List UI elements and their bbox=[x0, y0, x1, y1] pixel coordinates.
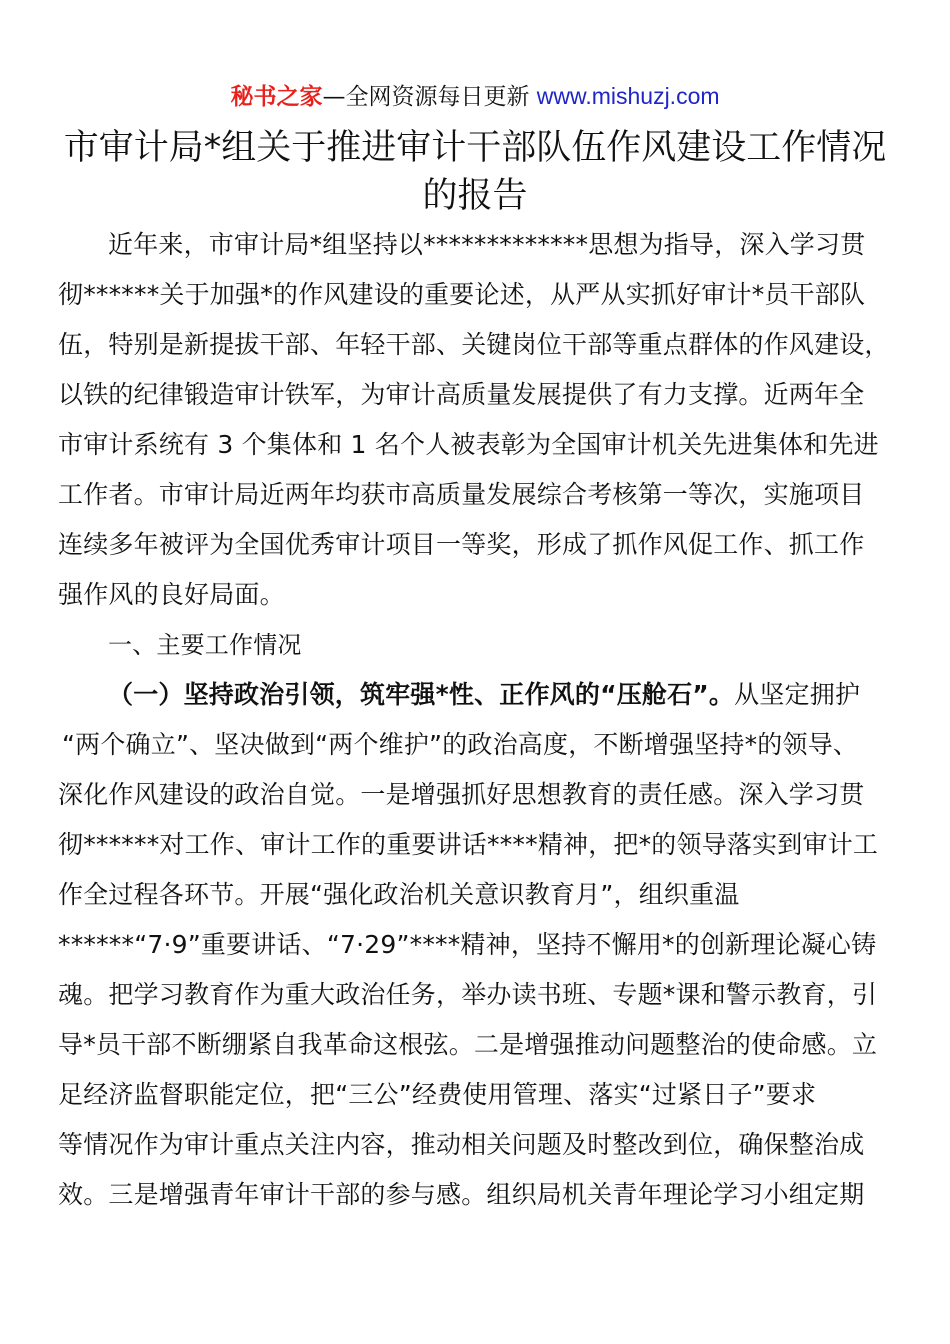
subsection-lead: 从坚定拥护 bbox=[734, 680, 861, 709]
body-line: 市审计系统有 3 个集体和 1 名个人被表彰为全国审计机关先进集体和先进 bbox=[58, 430, 879, 459]
body-line: 近年来，市审计局*组坚持以*************思想为指导，深入学习贯 bbox=[108, 230, 866, 259]
title-line-2: 的报告 bbox=[422, 176, 528, 216]
body-line: ******“7·9”重要讲话、“7·29”****精神，坚持不懈用*的创新理论凝心铸 bbox=[58, 930, 877, 959]
section-heading: 一、主要工作情况 bbox=[108, 631, 302, 659]
body-line: 伍，特别是新提拔干部、年轻干部、关键岗位干部等重点群体的作风建设， bbox=[58, 330, 890, 359]
body-line: 彻******关于加强*的作风建设的重要论述，从严从实抓好审计*员干部队 bbox=[58, 280, 866, 309]
site-header bbox=[0, 80, 950, 113]
body-line: 工作者。市审计局近两年均获市高质量发展综合考核第一等次，实施项目 bbox=[58, 480, 865, 509]
body-line: 彻******对工作、审计工作的重要讲话****精神，把*的领导落实到审计工 bbox=[58, 830, 879, 859]
body-line: 效。三是增强青年审计干部的参与感。组织局机关青年理论学习小组定期 bbox=[58, 1180, 865, 1209]
body-line: 作全过程各环节。开展“强化政治机关意识教育月”，组织重温 bbox=[58, 880, 740, 909]
body-line: 以铁的纪律锻造审计铁军，为审计高质量发展提供了有力支撑。近两年全 bbox=[58, 380, 865, 409]
body-line: 导*员干部不断绷紧自我革命这根弦。二是增强推动问题整治的使命感。立 bbox=[58, 1030, 878, 1059]
body-line: 魂。把学习教育作为重大政治任务，举办读书班、专题*课和警示教育，引 bbox=[58, 980, 878, 1009]
site-url[interactable]: www.mishuzj.com bbox=[536, 83, 720, 109]
subsection-line bbox=[108, 678, 860, 712]
body-line: 深化作风建设的政治自觉。一是增强抓好思想教育的责任感。深入学习贯 bbox=[58, 780, 865, 809]
body-line: 强作风的良好局面。 bbox=[58, 580, 285, 609]
body-line: 足经济监督职能定位，把“三公”经费使用管理、落实“过紧日子”要求 bbox=[58, 1080, 817, 1109]
body-line: 等情况作为审计重点关注内容，推动相关问题及时整改到位，确保整治成 bbox=[58, 1130, 865, 1159]
document-title bbox=[50, 124, 900, 220]
brand-name: 秘书之家 bbox=[230, 84, 323, 110]
body-line: “两个确立”、坚决做到“两个维护”的政治高度，不断增强坚持*的领导、 bbox=[62, 730, 859, 759]
header-tagline: —全网资源每日更新 bbox=[322, 84, 537, 110]
subsection-heading: （一）坚持政治引领，筑牢强*性、正作风的“压舱石”。 bbox=[108, 680, 735, 709]
body-line: 连续多年被评为全国优秀审计项目一等奖，形成了抓作风促工作、抓工作 bbox=[58, 530, 865, 559]
title-line-1: 市审计局*组关于推进审计干部队伍作风建设工作情况 bbox=[63, 128, 887, 168]
